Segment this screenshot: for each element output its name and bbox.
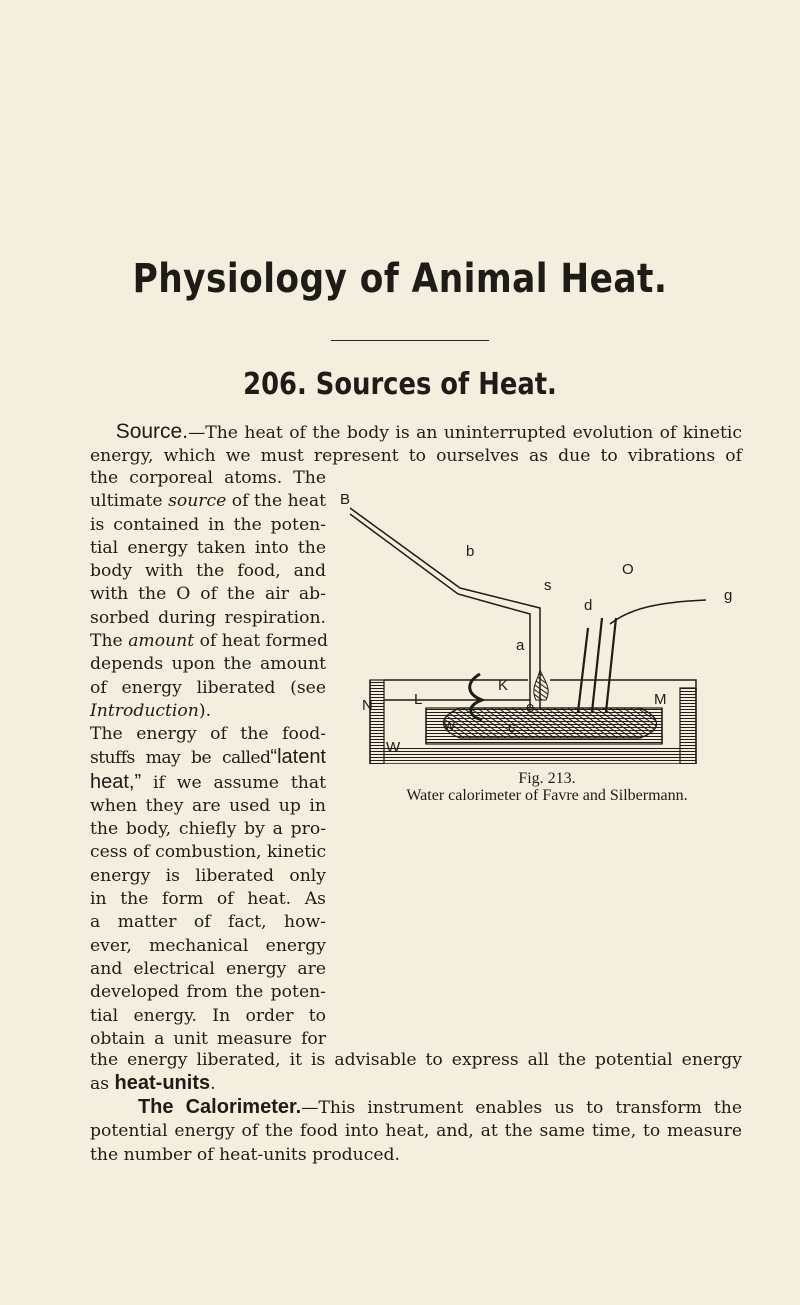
text-line: cess of combustion, kinetic [90, 842, 327, 863]
outlet-pipe-g [610, 600, 706, 624]
label-g: g [724, 587, 733, 604]
introduction-italic: Introduction [90, 700, 199, 721]
text-line: tial energy taken into the [90, 537, 326, 558]
heat-units-term: heat-units [114, 1072, 211, 1095]
combustion-chamber [443, 708, 656, 738]
text-line: the energy liberated, it is advisable to express all the potential energy [90, 1050, 742, 1070]
figure-number: Fig. 213. [518, 770, 576, 787]
tube-g [606, 618, 616, 712]
text-line: the body, chiefly by a pro- [90, 819, 326, 840]
text-line: tial energy. In order to [90, 1005, 326, 1026]
text-line: a matter of fact, how- [90, 912, 326, 933]
text-line: heat,” if we assume that [90, 770, 326, 793]
latent-term: “latent [270, 746, 326, 769]
title-rule [331, 340, 489, 341]
flame [534, 670, 548, 700]
text-line: potential energy of the food into heat, and, at the same time, to measure [90, 1121, 742, 1142]
text-line: body with the food, and [90, 561, 326, 582]
label-K: K [498, 677, 509, 694]
label-N: N [362, 697, 373, 714]
calorimeter-term: The Calorimeter. [137, 1096, 302, 1118]
label-O: O [622, 561, 634, 578]
bottom-water [384, 748, 680, 762]
calorimeter-paragraph [90, 1096, 742, 1167]
label-b: b [466, 543, 475, 560]
outer-wall-left [370, 680, 384, 764]
heat-term: heat,” [90, 770, 142, 793]
source-term: Source. [115, 420, 189, 443]
label-L: L [414, 691, 423, 708]
text-line: Source.—The heat of the body is an uninterrupted evolution of kinetic [115, 420, 742, 443]
energy-paragraph-bottom [90, 1049, 742, 1097]
energy-paragraph-column [90, 723, 326, 1051]
text-line: The Calorimeter.—This instrument enables us to transform the [137, 1096, 742, 1118]
source-paragraph-top [90, 420, 742, 469]
figure-caption-text: Water calorimeter of Favre and Silbermann. [406, 787, 688, 804]
text-line: energy, which we must represent to ourselves as due to vibrations of [90, 446, 742, 467]
label-e: e [526, 699, 535, 716]
text-line: The energy of the food- [90, 724, 326, 744]
text-line: Introduction). [90, 700, 212, 721]
tube-O [592, 618, 602, 712]
label-W: W [386, 739, 401, 756]
label-B: B [340, 491, 351, 508]
label-c: c [508, 719, 516, 736]
label-M: M [654, 691, 667, 708]
text-line: as heat-units. [90, 1072, 216, 1095]
source-paragraph-column [90, 467, 329, 723]
text-line: the corporeal atoms. The [90, 468, 326, 488]
calorimeter-figure [340, 468, 760, 764]
feed-pipe-B-inner [350, 514, 530, 628]
text-line: depends upon the amount [90, 654, 326, 675]
text-line: when they are used up in [90, 795, 326, 816]
figure-caption [352, 770, 742, 804]
text-line: of energy liberated (see [90, 677, 326, 698]
text-line: sorbed during respiration. [90, 607, 326, 628]
text-line: energy is liberated only [90, 865, 326, 886]
text-line: developed from the poten- [90, 982, 326, 1003]
label-a: a [516, 637, 525, 654]
page-title: Physiology of Animal Heat. [132, 256, 668, 302]
text-line: the number of heat-units produced. [90, 1144, 401, 1165]
text-line: and electrical energy are [90, 958, 326, 979]
tube-d [578, 628, 588, 712]
text-line: ultimate source of the heat [90, 491, 326, 512]
outer-wall-right [680, 688, 696, 764]
text-line: in the form of heat. As [90, 889, 326, 910]
label-w: w [444, 717, 455, 734]
text-line: ever, mechanical energy [90, 935, 326, 956]
source-italic: source [168, 491, 227, 512]
text-line: with the O of the air ab- [90, 584, 326, 605]
section-heading: 206. Sources of Heat. [243, 367, 557, 402]
label-d: d [584, 597, 593, 614]
label-s: s [544, 577, 552, 594]
amount-italic: amount [128, 631, 195, 652]
feed-pipe-B [350, 508, 540, 628]
text-line: is contained in the poten- [90, 514, 326, 535]
text-line: The amount of heat formed [90, 631, 329, 652]
text-line: stuffs may be called“latent [90, 746, 326, 769]
text-line: obtain a unit measure for [90, 1028, 326, 1049]
